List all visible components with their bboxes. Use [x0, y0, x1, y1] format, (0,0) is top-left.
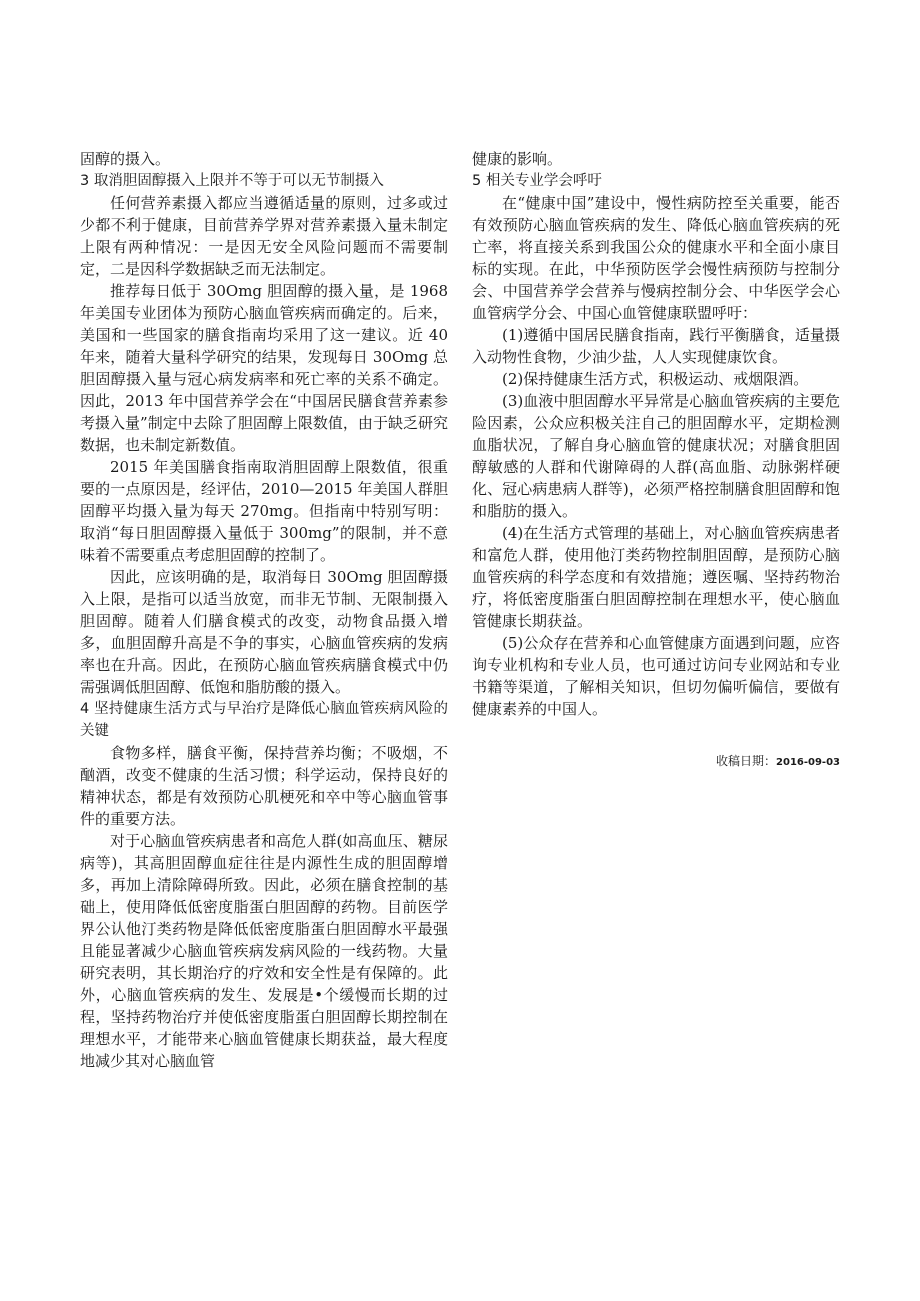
section-heading-3: 3 取消胆固醇摄入上限并不等于可以无节制摄入 — [80, 173, 384, 189]
paragraph: 任何营养素摄入都应当遵循适量的原则，过多或过少都不利于健康，目前营养学界对营养素摄入量未制定上限有两种情况：一是因无安全风险问题而不需要制定，二是因科学数据缺乏而无法制定。 — [80, 194, 448, 278]
left-column — [80, 148, 448, 1072]
list-item: (4)在生活方式管理的基础上，对心脑血管疾病患者和富危人群，使用他汀类药物控制胆固醇，是预防心脑血管疾病的科学态度和有效措施；遵医嘱、坚持药物治疗，将低密度脂蛋白胆固醇控制在理想水平，使心脑血管健康长期获益。 — [472, 524, 840, 630]
section-heading-4: 4 坚持健康生活方式与早治疗是降低心脑血管疾病风险的关键 — [80, 701, 448, 739]
received-date: 2016-09-03 — [776, 757, 840, 768]
list-item: (1)遵循中国居民膳食指南，践行平衡膳食，适量摄入动物性食物，少油少盐，人人实现健康饮食。 — [472, 326, 840, 366]
list-item: (2)保持健康生活方式，积极运动、戒烟限酒。 — [502, 370, 809, 388]
paragraph: 食物多样，膳食平衡，保持营养均衡；不吸烟，不酗酒，改变不健康的生活习惯；科学运动，保持良好的精神状态，都是有效预防心肌梗死和卒中等心脑血管事件的重要方法。 — [80, 744, 448, 828]
paragraph: 在“健康中国”建设中，慢性病防控至关重要，能否有效预防心脑血管疾病的发生、降低心脑血管疾病的死亡率，将直接关系到我国公众的健康水平和全面小康目标的实现。在此，中华预防医学会慢性病预防与控制分会、中国营养学会营养与慢病控制分会、中华医学会心血管病学分会、中国心血管健康联盟呼吁： — [472, 194, 840, 322]
paragraph-continuation: 健康的影响。 — [472, 150, 563, 168]
paragraph: 2015 年美国膳食指南取消胆固醇上限数值，很重要的一点原因是，经评估，2010—2015 年美国人群胆固醇平均摄入量为每天 270mg。但指南中特别写明：取消“每日胆固醇摄入量低于 300mg”的限制，并不意味着不需要重点考虑胆固醇的控制了。 — [80, 458, 448, 564]
paragraph: 对于心脑血管疾病患者和高危人群(如高血压、糖尿病等)，其高胆固醇血症往往是内源性生成的胆固醇增多，再加上清除障碍所致。因此，必须在膳食控制的基础上，使用降低低密度脂蛋白胆固醇的药物。目前医学界公认他汀类药物是降低低密度脂蛋白胆固醇水平最强且能显著减少心脑血管疾病发病风险的一线药物。大量研究表明，其长期治疗的疗效和安全性是有保障的。此外，心脑血管疾病的发生、发展是•个缓慢而长期的过程，坚持药物治疗并使低密度脂蛋白胆固醇长期控制在理想水平，才能带来心脑血管健康长期获益，最大程度地减少其对心脑血管 — [80, 832, 448, 1070]
right-column — [472, 148, 840, 774]
list-item: (3)血液中胆固醇水平异常是心脑血管疾病的主要危险因素，公众应积极关注自己的胆固醇水平，定期检测血脂状况，了解自身心脑血管的健康状况；对膳食胆固醇敏感的人群和代谢障碍的人群(高血脂、动脉粥样硬化、冠心病患病人群等)，必须严格控制膳食胆固醇和饱和脂肪的摄入。 — [472, 392, 840, 520]
paragraph: 推荐每日低于 30Omg 胆固醇的摄入量，是 1968 年美国专业团体为预防心脑血管疾病而确定的。后来，美国和一些国家的膳食指南均采用了这一建议。近 40 年来，随着大量科学研究的结果，发现每日 30Omg 总胆固醇摄入量与冠心病发病率和死亡率的关系不确定。因此，2013 年中国营养学会在“中国居民膳食营养素参考摄入量”制定中去除了胆固醇上限数值，由于缺乏研究数据，也未制定新数值。 — [80, 282, 448, 454]
paragraph-continuation: 固醇的摄入。 — [80, 150, 171, 168]
list-item: (5)公众存在营养和心血管健康方面遇到问题，应咨询专业机构和专业人员，也可通过访问专业网站和专业书籍等渠道，了解相关知识，但切勿偏听偏信，要做有健康素养的中国人。 — [472, 634, 840, 718]
section-heading-5: 5 相关专业学会呼吁 — [472, 173, 602, 189]
received-date-line — [472, 750, 840, 774]
paragraph: 因此，应该明确的是，取消每日 30Omg 胆固醇摄入上限，是指可以适当放宽，而非无节制、无限制摄入胆固醇。随着人们膳食模式的改变，动物食品摄入增多，血胆固醇升高是不争的事实，心脑血管疾病的发病率也在升高。因此，在预防心脑血管疾病膳食模式中仍需强调低胆固醇、低饱和脂肪酸的摄入。 — [80, 568, 448, 696]
received-label: 收稿日期： — [716, 754, 777, 768]
